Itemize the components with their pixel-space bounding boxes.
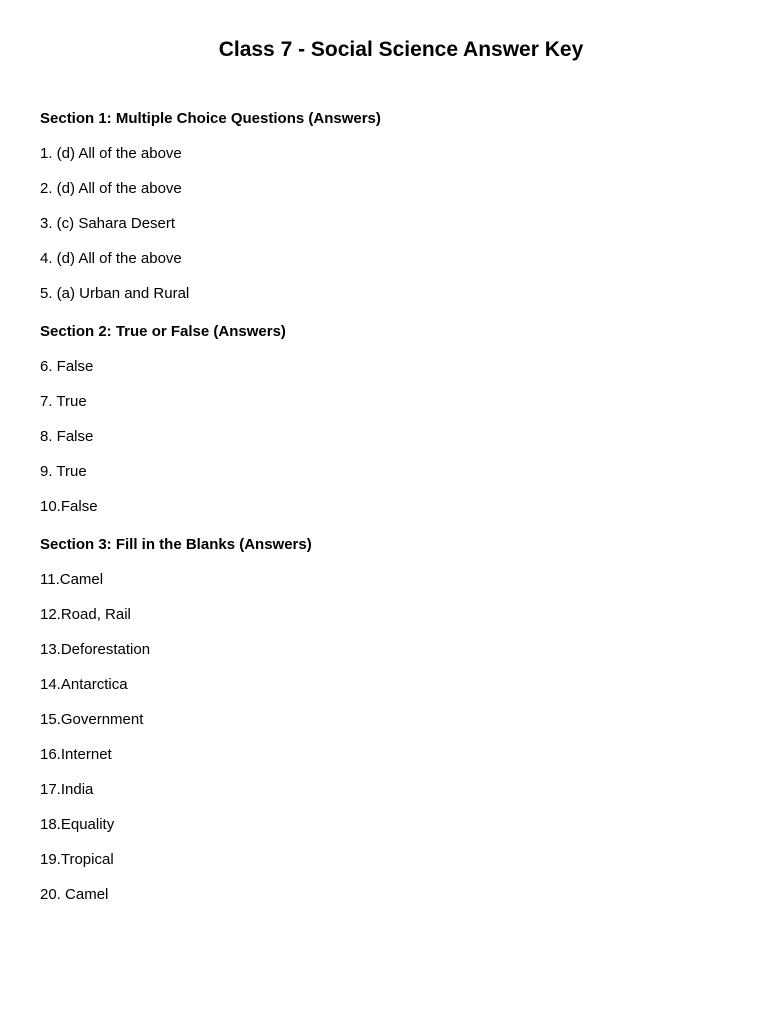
- answer-item: 15.Government: [40, 711, 144, 728]
- answer-item: 4. (d) All of the above: [40, 250, 182, 267]
- answer-item: 7. True: [40, 393, 87, 410]
- answer-item: 5. (a) Urban and Rural: [40, 285, 190, 302]
- answer-list: [40, 144, 740, 304]
- answer-item: 2. (d) All of the above: [40, 180, 182, 197]
- answer-item: 16.Internet: [40, 746, 112, 763]
- answer-item: 19.Tropical: [40, 851, 114, 868]
- answer-item: 12.Road, Rail: [40, 606, 131, 623]
- answer-item: 11.Camel: [40, 571, 104, 588]
- answer-item: 14.Antarctica: [40, 676, 128, 693]
- answer-item: 8. False: [40, 428, 94, 445]
- section-multiple-choice: [40, 109, 740, 304]
- answer-list: [40, 570, 740, 905]
- answer-list: [40, 357, 740, 517]
- answer-item: 1. (d) All of the above: [40, 145, 182, 162]
- answer-item: 13.Deforestation: [40, 641, 151, 658]
- page-title: Class 7 - Social Science Answer Key: [218, 38, 584, 61]
- answer-item: 9. True: [40, 463, 87, 480]
- answer-item: 20. Camel: [40, 886, 109, 903]
- answer-item: 3. (c) Sahara Desert: [40, 215, 176, 232]
- answer-item: 17.India: [40, 781, 94, 798]
- section-heading: Section 3: Fill in the Blanks (Answers): [40, 536, 312, 553]
- section-heading: Section 1: Multiple Choice Questions (Answers): [40, 110, 381, 127]
- answer-item: 18.Equality: [40, 816, 115, 833]
- section-fill-in-the-blanks: [40, 535, 740, 905]
- answer-key-content: [40, 109, 740, 923]
- answer-item: 10.False: [40, 498, 98, 515]
- section-true-false: [40, 322, 740, 517]
- answer-item: 6. False: [40, 358, 94, 375]
- section-heading: Section 2: True or False (Answers): [40, 323, 286, 340]
